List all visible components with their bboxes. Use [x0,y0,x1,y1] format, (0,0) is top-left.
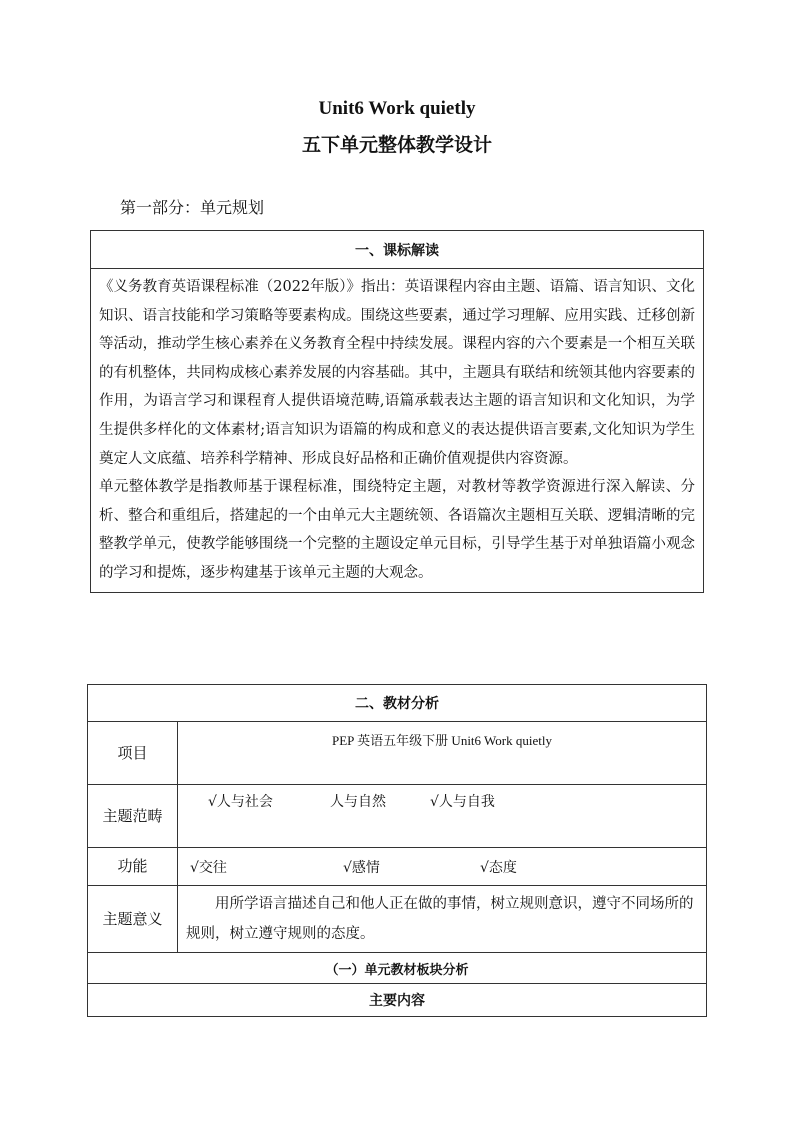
function-option: √感情 [343,859,380,876]
document-title-cn: 五下单元整体教学设计 [301,134,492,156]
subsection-heading: （一）单元教材板块分析 [88,953,707,984]
function-option: √态度 [480,859,517,876]
document-title-en: Unit6 Work quietly [318,98,476,119]
material-analysis-table [87,684,707,1017]
item-label: 项目 [88,722,178,785]
standards-body [91,269,704,593]
meaning-value: 用所学语言描述自己和他人正在做的事情，树立规则意识，遵守不同场所的规则，树立遵守规则的态度。 [178,886,707,953]
category-option: √人与自我 [430,794,495,810]
standards-heading: 一、课标解读 [91,231,704,269]
function-label: 功能 [88,848,178,886]
function-options [178,848,707,886]
material-heading: 二、教材分析 [88,685,707,722]
category-option: 人与自然 [330,794,386,810]
main-content-heading: 主要内容 [88,984,707,1017]
part-heading: 第一部分：单元规划 [120,198,265,217]
standards-paragraph: 单元整体教学是指教师基于课程标准，围绕特定主题，对教材等教学资源进行深入解读、分析、整合和重组后，搭建起的一个由单元大主题统领、各语篇次主题相互关联、逻辑清晰的完整教学单元，使教学能够围绕一个完整的主题设定单元目标，引导学生基于对单独语篇小观念的学习和提炼，逐步构建基于该单元主题的大观念。 [99,479,695,581]
standards-table [90,230,704,593]
function-option: √交往 [190,859,227,876]
meaning-label: 主题意义 [88,886,178,953]
standards-paragraph: 《义务教育英语课程标准（2022年版）》指出：英语课程内容由主题、语篇、语言知识、文化知识、语言技能和学习策略等要素构成。围绕这些要素，通过学习理解、应用实践、迁移创新等活动，推动学生核心素养在义务教育全程中持续发展。课程内容的六个要素是一个相互关联的有机整体，共同构成核心素养发展的内容基础。其中，主题具有联结和统领其他内容要素的作用，为语言学习和课程育人提供语境范畴,语篇承载表达主题的语言知识和文化知识，为学生提供多样化的文体素材;语言知识为语篇的构成和意义的表达提供语言要素,文化知识为学生奠定人文底蕴、培养科学精神、形成良好品格和正确价值观提供内容资源。 [99,279,695,467]
category-options [178,785,707,848]
category-option: √人与社会 [208,794,273,810]
category-label: 主题范畴 [88,785,178,848]
item-value: PEP 英语五年级下册 Unit6 Work quietly [178,722,707,785]
